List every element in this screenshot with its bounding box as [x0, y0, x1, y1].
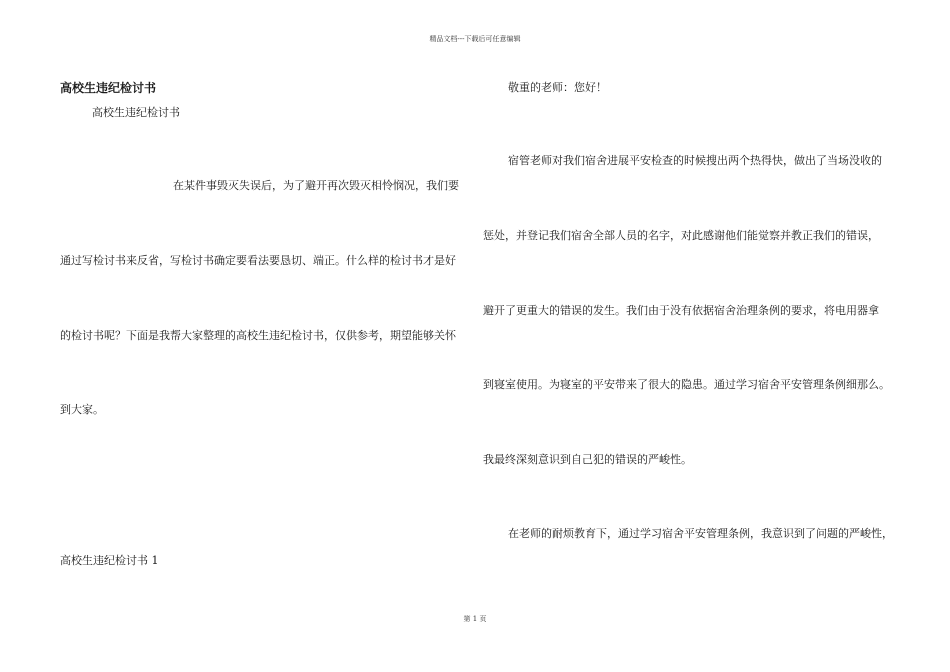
salutation: 敬重的老师：您好！: [508, 81, 607, 94]
body-paragraph-line-4: 到寝室使用。为寝室的平安带来了很大的隐患。通过学习宿舍平安管理条例细那么。: [483, 378, 890, 391]
body-paragraph-line-6: 在老师的耐烦教育下，通过学习宿舍平安管理条例，我意识到了问题的严峻性，: [508, 527, 893, 540]
intro-paragraph-line-4: 到大家。: [60, 403, 104, 416]
body-paragraph-line-1: 宿管老师对我们宿舍进展平安检查的时候搜出两个热得快，做出了当场没收的: [508, 154, 882, 167]
body-paragraph-line-5: 我最终深刻意识到自己犯的错误的严峻性。: [483, 453, 692, 466]
document-subtitle: 高校生违纪检讨书: [92, 106, 180, 119]
body-paragraph-line-2: 惩处，并登记我们宿舍全部人员的名字，对此感谢他们能觉察并教正我们的错误，: [483, 229, 879, 242]
document-title: 高校生违纪检讨书: [60, 81, 157, 95]
intro-paragraph-line-1: 在某件事毁灭失误后，为了避开再次毁灭相怜悯况，我们要: [173, 179, 459, 192]
intro-paragraph-line-3: 的检讨书呢？下面是我帮大家整理的高校生违纪检讨书，仅供参考，期望能够关怀: [60, 329, 456, 342]
page-number: 第 1 页: [463, 615, 487, 623]
body-paragraph-line-3: 避开了更重大的错误的发生。我们由于没有依据宿舍治理条例的要求，将电用器拿: [483, 304, 879, 317]
intro-paragraph-line-2: 通过写检讨书来反省，写检讨书确定要看法要恳切、端正。什么样的检讨书才是好: [60, 254, 456, 267]
section-heading: 高校生违纪检讨书 1: [60, 554, 159, 567]
page-header-note: 精品文档---下载后可任意编辑: [429, 35, 521, 43]
